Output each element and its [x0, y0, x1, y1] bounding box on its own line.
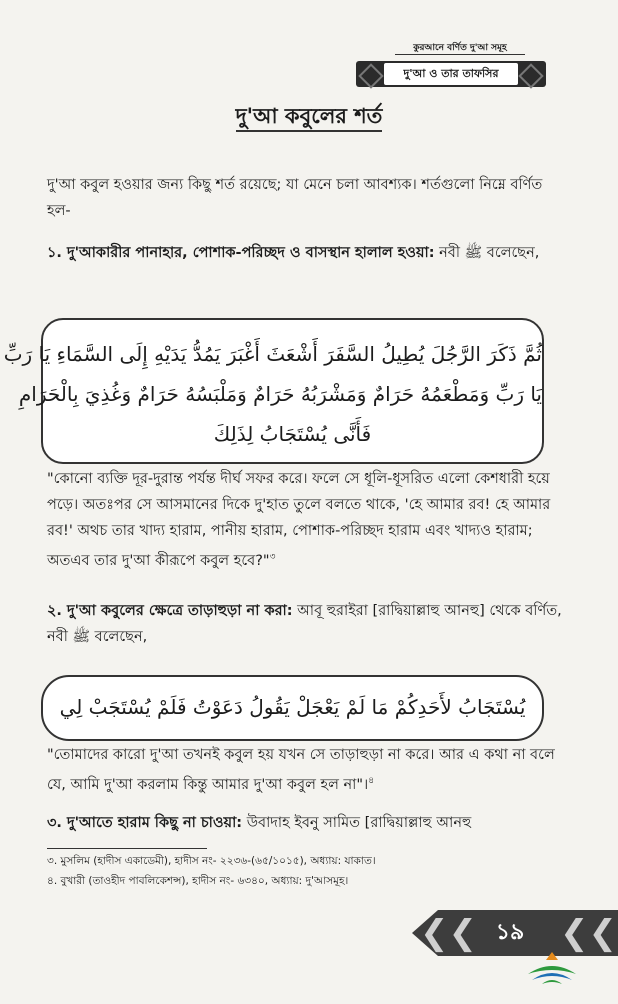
- arabic-line-3: فَأَنَّى يُسْتَجَابُ لِذَلِكَ: [213, 422, 372, 446]
- arabic-hadith-box-2: [41, 675, 544, 741]
- footnote-ref-4: ৪: [368, 776, 375, 786]
- chevron-left-icon: ❮❮: [420, 913, 477, 953]
- intro-paragraph: দু'আ কবুল হওয়ার জন্য কিছু শর্ত রয়েছে; যা মেনে চলা আবশ্যক। শর্তগুলো নিম্নে বর্ণিত হল-: [47, 177, 543, 219]
- translation-1: [47, 466, 567, 574]
- translation-1-text: "কোনো ব্যক্তি দূর-দুরান্ত পর্যন্ত দীর্ঘ সফর করে। ফলে সে ধূলি-ধূসরিত এলো কেশধারী হয়ে পড়ে। অতঃপর সে আসমানের দিকে দু'হাত তুলে বলতে থাকে, 'হে আমার রব! হে আমার রব!' অথচ তার খাদ্য হারাম, পানীয় হারাম, পোশাক-পরিচ্ছদ হারাম এবং খাদ্যও হারাম; অতএব তার দু'আ কীরূপে কবুল হবে?": [47, 471, 551, 569]
- footnote-3-text: মুসলিম (হাদীস একাডেমী), হাদীস নং- ২২৩৬-(৬৫/১০১৫), অধ্যায়: যাকাত।: [60, 855, 376, 867]
- arabic-line-2: يَا رَبِّ وَمَطْعَمُهُ حَرَامٌ وَمَشْرَبُهُ حَرَامٌ وَمَلْبَسُهُ حَرَامٌ وَغُذِيَ بِالْحَرَامِ: [18, 382, 542, 406]
- point-1: [47, 240, 567, 266]
- arabic-line-4: يُسْتَجَابُ لأَحَدِكُمْ مَا لَمْ يَعْجَلْ يَقُولُ دَعَوْتُ فَلَمْ يُسْتَجَبْ لِي: [59, 695, 526, 719]
- point-2: [47, 598, 567, 650]
- footnote-ref-3: ৩: [269, 552, 276, 562]
- point-3-text: উবাদাহ ইবনু সামিত [রাদ্বিয়াল্লাহু আনহু: [242, 815, 472, 831]
- page-number: ১৯: [495, 920, 525, 945]
- footnote-3: [47, 852, 567, 870]
- chapter-header-band: [356, 61, 546, 87]
- point-2-text: আবূ হুরাইরা [রাদ্বিয়াল্লাহু আনহু] থেকে বর্ণিত, নবী ﷺ বলেছেন,: [47, 603, 562, 645]
- point-3-label: ৩. দু'আতে হারাম কিছু না চাওয়া:: [47, 815, 243, 831]
- translation-2-text: "তোমাদের কারো দু'আ তখনই কবুল হয় যখন সে তাড়াহুড়া না করে। আর এ কথা না বলে যে, আমি দু'আ করলাম কিন্তু আমার দু'আ কবুল হল না"।: [47, 747, 555, 793]
- chevron-left-icon-2: ❮❮: [560, 913, 617, 953]
- page-title-text: দু'আ কবুলের শর্ত: [236, 104, 383, 132]
- point-1-label: ১. দু'আকারীর পানাহার, পোশাক-পরিচ্ছদ ও বাসস্থান হালাল হওয়া:: [47, 245, 435, 261]
- footnote-4: [47, 872, 567, 890]
- footnote-4-text: বুখারী (তাওহীদ পাবলিকেশন্স), হাদীস নং- ৬৩৪০, অধ্যায়: দু'আসমূহ।: [60, 875, 349, 887]
- point-3: [47, 810, 567, 836]
- chapter-title: দু'আ ও তার তাফসির: [384, 63, 518, 85]
- footnote-divider: [47, 848, 207, 849]
- footnote-4-num: ৪.: [47, 875, 58, 887]
- arabic-hadith-box-1: [3, 318, 544, 464]
- point-2-label: ২. দু'আ কবুলের ক্ষেত্রে তাড়াহুড়া না করা:: [47, 603, 293, 619]
- point-1-text: নবী ﷺ বলেছেন,: [434, 245, 540, 261]
- page-title: [0, 100, 618, 132]
- publisher-logo-icon: [524, 948, 580, 988]
- arabic-line-1: ثُمَّ ذَكَرَ الرَّجُلَ يُطِيلُ السَّفَرَ أَشْعَثَ أَغْبَرَ يَمُدُّ يَدَيْهِ إِلَى السَّمَاءِ يَا رَبِّ: [3, 342, 542, 366]
- book-series-title: কুরআনে বর্ণিত দু'আ সমূহ: [395, 42, 525, 55]
- footnote-3-num: ৩.: [47, 855, 58, 867]
- translation-2: [47, 742, 567, 798]
